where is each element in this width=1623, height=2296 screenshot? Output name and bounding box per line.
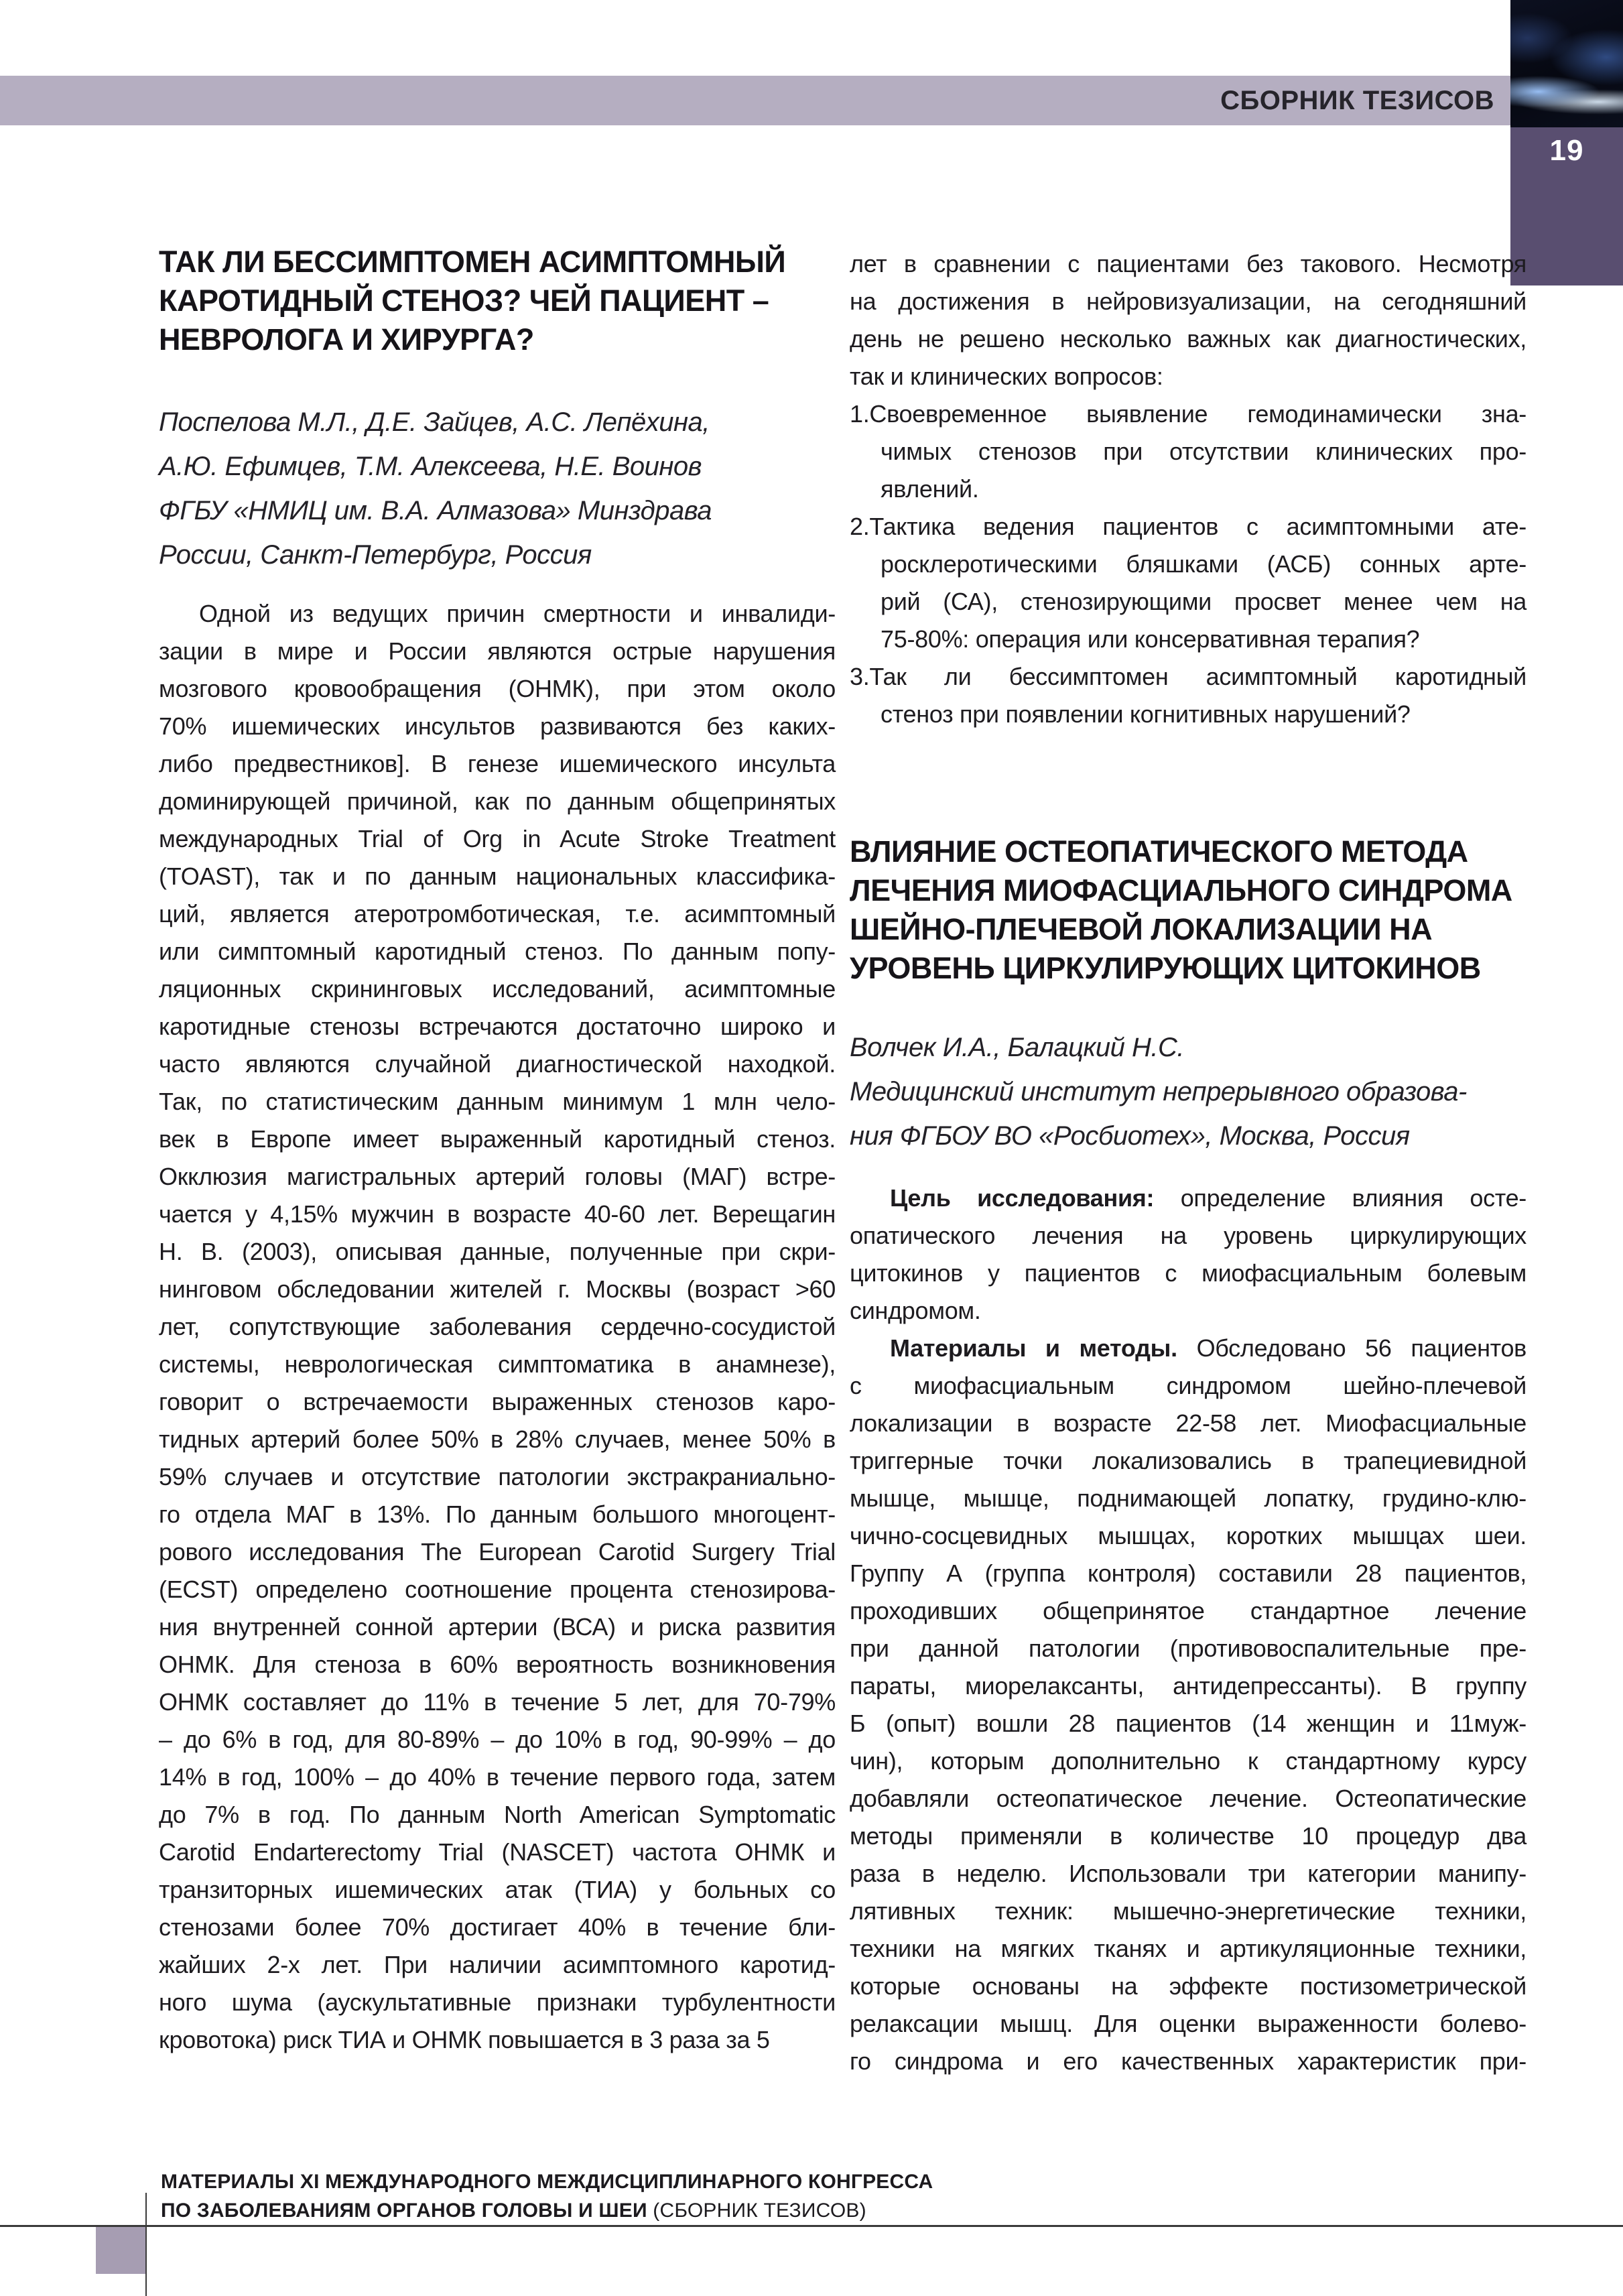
text-line: НЕВРОЛОГА И ХИРУРГА?	[159, 322, 534, 357]
text-line: (TOAST), так и по данным национальных классифика-	[159, 863, 836, 890]
abstract1-body	[159, 595, 836, 2059]
text-line: 3.Так ли бессимптомен асимптомный каротидный	[850, 663, 1527, 690]
footer-line2	[161, 2196, 1233, 2225]
text-line: ций, является атеротромботическая, т.е. асимптомный	[159, 900, 836, 928]
text-line: с миофасциальным синдромом шейно-плечевой	[850, 1372, 1527, 1399]
text-line: при данной патологии (противовоспалительные пре-	[850, 1635, 1527, 1662]
text-line: Поспелова М.Л., Д.Е. Зайцев, А.С. Лепёхина,	[159, 407, 710, 437]
text-line: 2.Тактика ведения пациентов с асимптомными ате-	[850, 513, 1527, 540]
question-list	[850, 395, 1527, 733]
text-line: доминирующей причиной, как по данным общепринятых	[159, 787, 836, 815]
smoke-artwork-image	[1510, 0, 1623, 127]
text-line: тидных артерий более 50% в 28% случаев, менее 50% в	[159, 1425, 836, 1453]
text-line: стенозами более 70% достигает 40% в течение бли-	[159, 1913, 836, 1941]
text-line: го отдела МАГ в 13%. По данным большого многоцент-	[159, 1501, 836, 1528]
question-item	[850, 508, 1527, 658]
text-line: А.Ю. Ефимцев, Т.М. Алексеева, Н.Е. Воинов	[159, 452, 702, 481]
text-line: раза в неделю. Использовали три категории манипу-	[850, 1860, 1527, 1887]
text-line: Окклюзия магистральных артерий головы (МАГ) встре-	[159, 1163, 836, 1190]
text-line: чимых стенозов при отсутствии клинических про-	[881, 438, 1527, 465]
text-line: день не решено несколько важных как диагностических,	[850, 325, 1527, 353]
text-line: го синдрома и его качественных характеристик при-	[850, 2047, 1527, 2075]
text-line: которые основаны на эффекте постизометрической	[850, 1972, 1527, 2000]
footer-horizontal-rule	[0, 2225, 1623, 2227]
footer-square	[96, 2227, 145, 2274]
text-line: мышце, мышце, поднимающей лопатку, грудино-клю-	[850, 1484, 1527, 1512]
text-line: ТАК ЛИ БЕССИМПТОМЕН АСИМПТОМНЫЙ	[159, 245, 786, 279]
abstract1-body-continued	[850, 245, 1527, 395]
abstract1-title	[159, 243, 836, 359]
text-line: синдромом.	[850, 1297, 981, 1324]
text-line: Б (опыт) вошли 28 пациентов (14 женщин и 11муж-	[850, 1710, 1527, 1737]
paragraph	[850, 1330, 1527, 2080]
text-line: 1.Своевременное выявление гемодинамически зна-	[850, 400, 1527, 428]
abstract1-authors	[159, 400, 836, 577]
text-line: Медицинский институт непрерывного образова-	[850, 1077, 1467, 1106]
left-column	[159, 0, 836, 2059]
text-line: на достижения в нейровизуализации, на сегодняшний	[850, 288, 1527, 315]
text-line: Волчек И.А., Балацкий Н.С.	[850, 1033, 1184, 1062]
footer-line2-regular: (СБОРНИК ТЕЗИСОВ)	[647, 2199, 866, 2222]
text-line: чично-сосцевидных мышцах, коротких мышцах шеи.	[850, 1522, 1527, 1549]
question-item	[850, 658, 1527, 733]
text-line: техники на мягких тканях и артикуляционные техники,	[850, 1935, 1527, 1962]
sidebar	[1510, 0, 1623, 285]
text-line: 75-80%: операция или консервативная терапия?	[881, 625, 1420, 653]
text-line: триггерные точки локализовались в трапециевидной	[850, 1447, 1527, 1474]
text-line: транзиторных ишемических атак (ТИА) у больных со	[159, 1876, 836, 1903]
abstract2-title	[850, 832, 1527, 988]
text-line: рий (СА), стенозирующими просвет менее чем на	[881, 588, 1527, 615]
footer-vertical-rule	[145, 2193, 147, 2296]
text-line: лет, сопутствующие заболевания сердечно-сосудистой	[159, 1313, 836, 1340]
text-line: Так, по статистическим данным минимум 1 млн чело-	[159, 1088, 836, 1115]
text-line: методы применяли в количестве 10 процедур два	[850, 1822, 1527, 1850]
right-column	[850, 0, 1527, 2080]
text-line: Цель исследования: определение влияния осте-	[890, 1184, 1527, 1212]
text-line: каротидные стенозы встречаются достаточно широко и	[159, 1013, 836, 1040]
text-line: ния внутренней сонной артерии (ВСА) и риска развития	[159, 1613, 836, 1641]
text-line: опатического лечения на уровень циркулирующих	[850, 1222, 1527, 1249]
text-line: Carotid Endarterectomy Trial (NASCET) частота ОНМК и	[159, 1838, 836, 1866]
text-line: (ECST) определено соотношение процента стенозирова-	[159, 1576, 836, 1603]
page-number: 19	[1549, 134, 1584, 167]
text-line: явлений.	[881, 475, 979, 503]
text-line: говорит о встречаемости выраженных стенозов каро-	[159, 1388, 836, 1415]
text-line: ного шума (аускультативные признаки турбулентности	[159, 1988, 836, 2016]
text-line: век в Европе имеет выраженный каротидный стеноз.	[159, 1125, 836, 1153]
text-line: добавляли остеопатическое лечение. Остеопатические	[850, 1785, 1527, 1812]
text-line: кровотока) риск ТИА и ОНМК повышается в 3 раза за 5	[159, 2026, 770, 2053]
text-line: ния ФГБОУ ВО «Росбиотех», Москва, Россия	[850, 1121, 1410, 1151]
paragraph	[850, 1179, 1527, 1330]
text-line: Н. В. (2003), описывая данные, полученные при скри-	[159, 1238, 836, 1265]
text-line: 59% случаев и отсутствие патологии экстракраниально-	[159, 1463, 836, 1490]
text-line: 14% в год, 100% – до 40% в течение первого года, затем	[159, 1763, 836, 1791]
text-line: до 7% в год. По данным North American Symptomatic	[159, 1801, 836, 1828]
text-line: Одной из ведущих причин смертности и инвалиди-	[199, 600, 836, 627]
text-line: ШЕЙНО-ПЛЕЧЕВОЙ ЛОКАЛИЗАЦИИ НА	[850, 912, 1433, 946]
text-line: лет в сравнении с пациентами без такового. Несмотря	[850, 250, 1527, 277]
text-line: параты, миорелаксанты, антидепрессанты). В группу	[850, 1672, 1527, 1700]
footer-line1: МАТЕРИАЛЫ XI МЕЖДУНАРОДНОГО МЕЖДИСЦИПЛИНАРНОГО КОНГРЕССА	[161, 2171, 933, 2193]
text-line: цитокинов у пациентов с миофасциальным болевым	[850, 1259, 1527, 1287]
text-line: чается у 4,15% мужчин в возрасте 40-60 лет. Верещагин	[159, 1200, 836, 1228]
text-line: ЛЕЧЕНИЯ МИОФАСЦИАЛЬНОГО СИНДРОМА	[850, 873, 1512, 907]
text-line: либо предвестников]. В генезе ишемического инсульта	[159, 750, 836, 777]
question-item	[850, 395, 1527, 508]
text-line: международных Trial of Org in Acute Stroke Treatment	[159, 825, 836, 852]
text-line: так и клинических вопросов:	[850, 363, 1163, 390]
text-line: России, Санкт-Петербург, Россия	[159, 540, 592, 570]
text-line: Группу А (группа контроля) составили 28 пациентов,	[850, 1559, 1527, 1587]
text-line: КАРОТИДНЫЙ СТЕНОЗ? ЧЕЙ ПАЦИЕНТ –	[159, 283, 769, 318]
text-line: стеноз при появлении когнитивных нарушений?	[881, 700, 1411, 728]
text-line: чин), которым дополнительно к стандартному курсу	[850, 1747, 1527, 1775]
text-line: ОНМК. Для стеноза в 60% вероятность возникновения	[159, 1651, 836, 1678]
text-line: Материалы и методы. Обследовано 56 пациентов	[890, 1334, 1527, 1362]
text-line: ВЛИЯНИЕ ОСТЕОПАТИЧЕСКОГО МЕТОДА	[850, 834, 1468, 869]
footer-line2-bold: ПО ЗАБОЛЕВАНИЯМ ОРГАНОВ ГОЛОВЫ И ШЕИ	[161, 2199, 647, 2222]
text-line: мозгового кровообращения (ОНМК), при этом около	[159, 675, 836, 702]
text-line: локализации в возрасте 22-58 лет. Миофасциальные	[850, 1409, 1527, 1437]
text-line: росклеротическими бляшками (АСБ) сонных арте-	[881, 550, 1527, 578]
text-line: нинговом обследовании жителей г. Москвы (возраст >60	[159, 1275, 836, 1303]
text-line: или симптомный каротидный стеноз. По данным попу-	[159, 938, 836, 965]
text-line: зации в мире и России являются острые нарушения	[159, 637, 836, 665]
header-band-label: СБОРНИК ТЕЗИСОВ	[1220, 86, 1494, 115]
text-line: ляционных скрининговых исследований, асимптомные	[159, 975, 836, 1003]
text-line: лятивных техник: мышечно-энергетические техники,	[850, 1897, 1527, 1925]
text-line: ОНМК составляет до 11% в течение 5 лет, для 70-79%	[159, 1688, 836, 1716]
text-line: релаксации мышц. Для оценки выраженности болево-	[850, 2010, 1527, 2037]
text-line: жайших 2-х лет. При наличии асимптомного каротид-	[159, 1951, 836, 1978]
abstract2-body	[850, 1179, 1527, 2080]
sidebar-purple-block	[1510, 127, 1623, 285]
footer	[161, 2167, 1233, 2225]
text-line: проходивших общепринятое стандартное лечение	[850, 1597, 1527, 1624]
text-line: УРОВЕНЬ ЦИРКУЛИРУЮЩИХ ЦИТОКИНОВ	[850, 951, 1481, 985]
text-line: системы, неврологическая симптоматика в анамнезе),	[159, 1350, 836, 1378]
text-line: рового исследования The European Carotid Surgery Trial	[159, 1538, 836, 1566]
abstract2-authors	[850, 1025, 1527, 1158]
text-line: ФГБУ «НМИЦ им. В.А. Алмазова» Минздрава	[159, 496, 712, 525]
text-line: 70% ишемических инсультов развиваются без каких-	[159, 712, 836, 740]
text-line: – до 6% в год, для 80-89% – до 10% в год, 90-99% – до	[159, 1726, 836, 1753]
text-line: часто являются случайной диагностической находкой.	[159, 1050, 836, 1078]
